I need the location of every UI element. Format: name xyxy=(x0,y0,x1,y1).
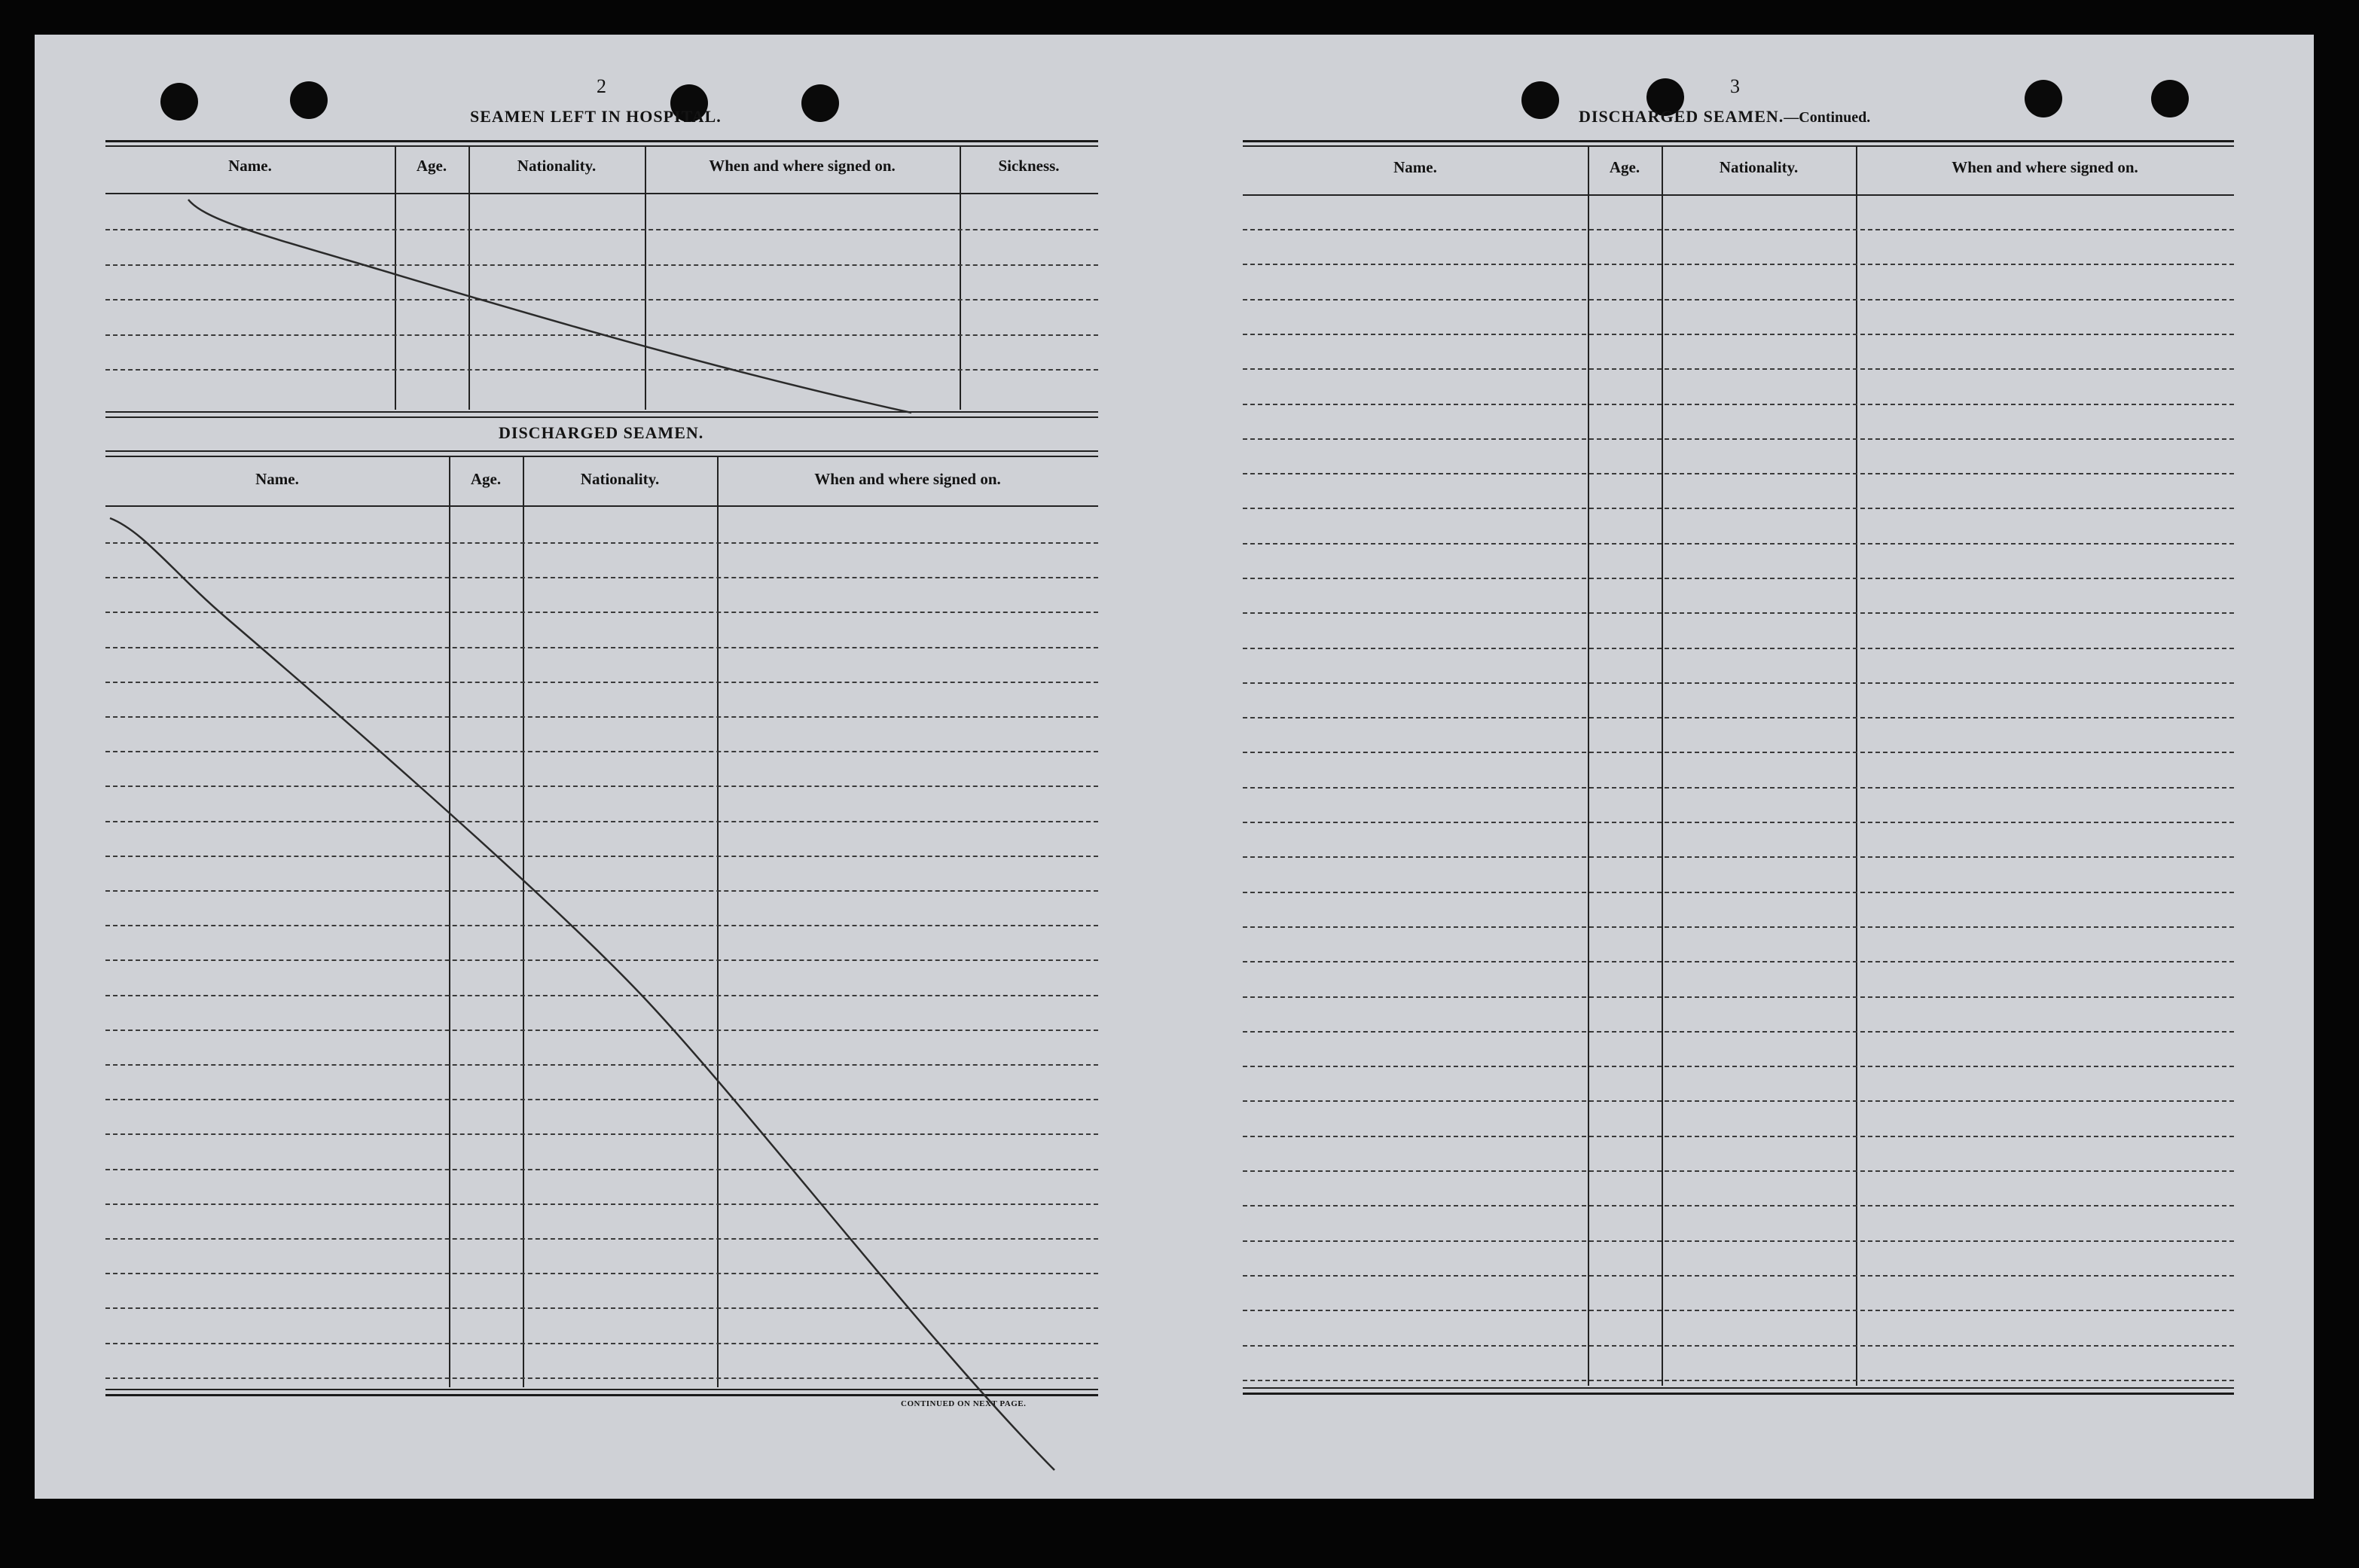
punch-hole xyxy=(2151,80,2189,117)
document-sheet xyxy=(35,35,2314,1499)
table-row-line xyxy=(105,821,1098,822)
discharged-section-title: DISCHARGED SEAMEN. xyxy=(499,423,704,442)
table-row-line xyxy=(105,1133,1098,1135)
hospital-section-title: SEAMEN LEFT IN HOSPITAL. xyxy=(470,107,722,126)
table-row-line xyxy=(1243,822,2234,823)
table-row-line xyxy=(1243,1380,2234,1381)
table-row-line xyxy=(105,1377,1098,1379)
column-divider xyxy=(449,456,450,1387)
column-header-nationality: Nationality. xyxy=(517,157,597,175)
header-rule xyxy=(1243,194,2234,196)
table-row-line xyxy=(105,716,1098,718)
column-header-signed-on: When and where signed on. xyxy=(1952,158,2138,176)
table-top-rule xyxy=(105,456,1098,457)
punch-hole xyxy=(2025,80,2062,117)
table-row-line xyxy=(105,334,1098,336)
header-rule xyxy=(105,505,1098,507)
table-row-line xyxy=(1243,438,2234,440)
table-row-line xyxy=(105,1099,1098,1100)
column-header-age: Age. xyxy=(416,157,447,175)
table-row-line xyxy=(1243,682,2234,684)
table-bottom-rule xyxy=(1243,1393,2234,1395)
table-row-line xyxy=(1243,856,2234,858)
column-header-age: Age. xyxy=(470,470,502,488)
table-bottom-rule xyxy=(1243,1387,2234,1389)
table-row-line xyxy=(1243,1310,2234,1311)
table-row-line xyxy=(1243,787,2234,789)
table-row-line xyxy=(105,1203,1098,1205)
punch-hole xyxy=(160,83,198,120)
column-divider xyxy=(1856,146,1857,1386)
table-row-line xyxy=(105,1030,1098,1031)
table-row-line xyxy=(1243,648,2234,649)
table-top-rule xyxy=(1243,145,2234,147)
table-row-line xyxy=(1243,299,2234,300)
table-row-line xyxy=(105,786,1098,787)
table-row-line xyxy=(105,1064,1098,1066)
table-row-line xyxy=(1243,1205,2234,1207)
table-row-line xyxy=(1243,368,2234,370)
column-header-name: Name. xyxy=(255,470,299,488)
table-top-rule xyxy=(1243,140,2234,142)
table-row-line xyxy=(105,577,1098,578)
column-header-nationality: Nationality. xyxy=(1719,158,1799,176)
section-rule xyxy=(105,411,1098,413)
table-row-line xyxy=(105,264,1098,266)
section-rule xyxy=(105,416,1098,418)
column-header-nationality: Nationality. xyxy=(580,470,660,488)
table-bottom-rule xyxy=(105,1389,1098,1390)
title-suffix: —Continued. xyxy=(1784,109,1871,126)
table-row-line xyxy=(1243,1031,2234,1033)
table-row-line xyxy=(1243,264,2234,265)
continued-footnote: CONTINUED ON NEXT PAGE. xyxy=(901,1399,1027,1408)
table-top-rule xyxy=(105,145,1098,147)
table-row-line xyxy=(105,995,1098,996)
table-top-rule xyxy=(105,140,1098,142)
punch-hole xyxy=(801,84,839,122)
table-row-line xyxy=(1243,612,2234,614)
table-row-line xyxy=(105,925,1098,926)
column-header-age: Age. xyxy=(1609,158,1640,176)
table-row-line xyxy=(1243,229,2234,230)
table-row-line xyxy=(105,890,1098,892)
table-row-line xyxy=(105,1238,1098,1240)
header-rule xyxy=(105,193,1098,194)
column-header-sickness: Sickness. xyxy=(998,157,1060,175)
table-row-line xyxy=(105,647,1098,648)
table-row-line xyxy=(105,369,1098,371)
column-header-name: Name. xyxy=(1393,158,1437,176)
page-number: 3 xyxy=(1730,75,1740,97)
table-row-line xyxy=(1243,334,2234,335)
punch-hole xyxy=(1521,81,1559,119)
column-divider xyxy=(1662,146,1663,1386)
table-row-line xyxy=(1243,1275,2234,1277)
column-header-signed-on: When and where signed on. xyxy=(709,157,896,175)
column-header-signed-on: When and where signed on. xyxy=(814,470,1001,488)
table-row-line xyxy=(1243,1170,2234,1172)
table-row-line xyxy=(1243,961,2234,962)
page-number: 2 xyxy=(597,75,606,97)
table-row-line xyxy=(105,1307,1098,1309)
table-row-line xyxy=(105,299,1098,300)
table-row-line xyxy=(1243,996,2234,998)
column-divider xyxy=(523,456,524,1387)
table-row-line xyxy=(105,959,1098,961)
column-header-name: Name. xyxy=(228,157,272,175)
table-row-line xyxy=(1243,578,2234,579)
table-row-line xyxy=(105,612,1098,613)
table-row-line xyxy=(105,1343,1098,1344)
table-row-line xyxy=(1243,892,2234,893)
table-row-line xyxy=(1243,752,2234,753)
table-row-line xyxy=(105,682,1098,683)
table-row-line xyxy=(1243,1100,2234,1102)
table-row-line xyxy=(105,856,1098,857)
table-row-line xyxy=(1243,543,2234,545)
table-row-line xyxy=(1243,473,2234,474)
table-row-line xyxy=(105,229,1098,230)
punch-hole xyxy=(290,81,328,119)
table-top-rule xyxy=(105,450,1098,452)
table-row-line xyxy=(105,1273,1098,1274)
table-row-line xyxy=(1243,508,2234,509)
table-row-line xyxy=(1243,404,2234,405)
table-row-line xyxy=(1243,926,2234,928)
table-row-line xyxy=(1243,1066,2234,1067)
column-divider xyxy=(1588,146,1589,1386)
table-row-line xyxy=(1243,1240,2234,1242)
table-row-line xyxy=(105,542,1098,544)
table-row-line xyxy=(105,751,1098,752)
table-bottom-rule xyxy=(105,1394,1098,1396)
column-divider xyxy=(717,456,719,1387)
table-row-line xyxy=(105,1169,1098,1170)
title-text: DISCHARGED SEAMEN. xyxy=(1579,107,1784,126)
table-row-line xyxy=(1243,1136,2234,1137)
discharged-continued-title xyxy=(1579,107,1870,127)
table-row-line xyxy=(1243,717,2234,718)
table-row-line xyxy=(1243,1345,2234,1347)
